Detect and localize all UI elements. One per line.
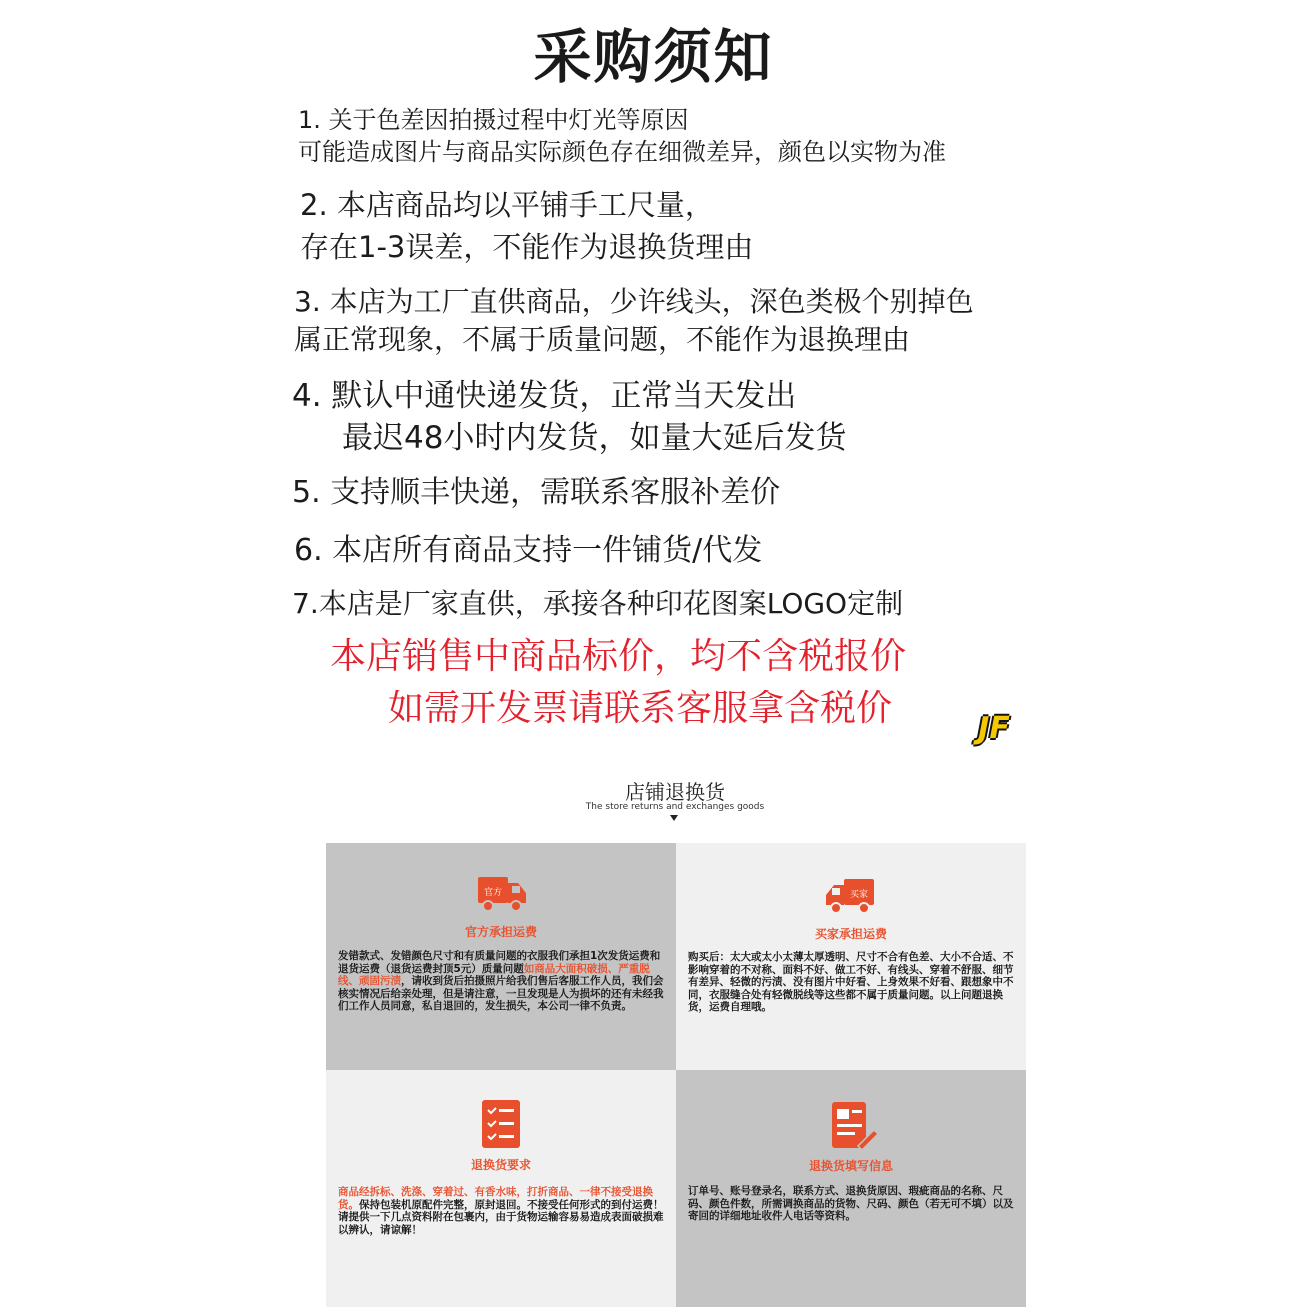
notice-line: 1. 关于色差因拍摄过程中灯光等原因	[298, 106, 689, 134]
panel-text-part: 保持包装机原配件完整，原封退回。不接受任何形式的到付运费！请提供一下几点资料附在包裹内，由于货物运输容易易造成表面破损难以辨认，请谅解！	[338, 1198, 664, 1236]
truck-icon	[818, 875, 884, 923]
caret-down-icon	[670, 815, 678, 821]
notice-line: 属正常现象，不属于质量问题，不能作为退换理由	[294, 323, 911, 356]
return-info-panel	[676, 1070, 1026, 1307]
checklist-icon	[468, 1100, 534, 1148]
jf-logo: JF	[978, 711, 1010, 746]
notice-line: 3. 本店为工厂直供商品，少许线头，深色类极个别掉色	[294, 285, 974, 318]
panel-title: 官方承担运费	[464, 925, 537, 939]
notice-line: 6. 本店所有商品支持一件铺货/代发	[294, 533, 763, 568]
panel-title: 退换货要求	[470, 1158, 531, 1172]
invoice-notice: 如需开发票请联系客服拿含税价	[388, 688, 893, 729]
buyer-shipping-panel	[676, 843, 1026, 1070]
panel-title: 买家承担运费	[814, 927, 887, 941]
notice-line: 5. 支持顺丰快递，需联系客服补差价	[292, 475, 781, 510]
panel-text: 订单号、账号登录名，联系方式、退换货原因、瑕疵商品的名称、尺码、颜色件数，所需调换商品的货物、尺码、颜色（若无可不填）以及寄回的详细地址收件人电话等资料。	[688, 1185, 1014, 1222]
panel-text-highlight: 商品经拆标、洗涤、穿着过、有香水味，打折商品、一律不接受退换货。	[338, 1186, 653, 1211]
notice-line: 最迟48小时内发货，如量大延后发货	[342, 420, 847, 456]
notice-line: 可能造成图片与商品实际颜色存在细微差异，颜色以实物为准	[298, 138, 946, 166]
truck-icon	[468, 873, 534, 921]
return-requirements-panel	[326, 1070, 676, 1307]
panel-text	[338, 1186, 666, 1236]
section-subtitle: The store returns and exchanges goods	[585, 802, 765, 812]
page-title: 采购须知	[533, 23, 774, 91]
panel-text-highlight: 如商品大面积破损、严重脱线、顽固污渍	[338, 962, 650, 987]
panel-text-part: ，请收到货后拍摄照片给我们售后客服工作人员，我们会核实情况后给亲处理，但是请注意，一旦发现是人为损坏的还有未经我们工作人员同意，私自退回的，发生损失，本公司一律不负责。	[338, 975, 664, 1012]
notice-line: 7.本店是厂家直供，承接各种印花图案LOGO定制	[292, 587, 904, 620]
notice-line: 4. 默认中通快递发货，正常当天发出	[292, 378, 797, 414]
panel-text	[338, 950, 666, 1013]
section-title: 店铺退换货	[625, 780, 725, 804]
form-edit-icon	[818, 1102, 884, 1150]
tax-notice: 本店销售中商品标价，均不含税报价	[330, 636, 907, 677]
notice-line: 存在1-3误差，不能作为退换货理由	[300, 230, 754, 264]
panel-title: 退换货填写信息	[808, 1159, 893, 1173]
panel-text: 购买后：太大或太小太薄太厚透明、尺寸不合有色差、大小不合适、不影响穿着的不对称、面料不好、做工不好、有线头、穿着不舒服、细节有差异、轻微的污渍、没有图片中好看、上身效果不好看、跟想象中不同，衣服缝合处有轻微脱线等这些都不属于质量问题。以上问题退换货，运费自理哦。	[688, 951, 1014, 1013]
official-shipping-panel	[326, 843, 676, 1070]
notice-line: 2. 本店商品均以平铺手工尺量，	[300, 188, 714, 222]
truck-icon-label: 买家	[849, 890, 869, 900]
truck-icon-label: 官方	[483, 888, 503, 898]
panel-text-part: 发错款式、发错颜色尺寸和有质量问题的衣服我们承担1次发货运费和退货运费（退货运费封顶5元）质量问题	[338, 950, 661, 975]
